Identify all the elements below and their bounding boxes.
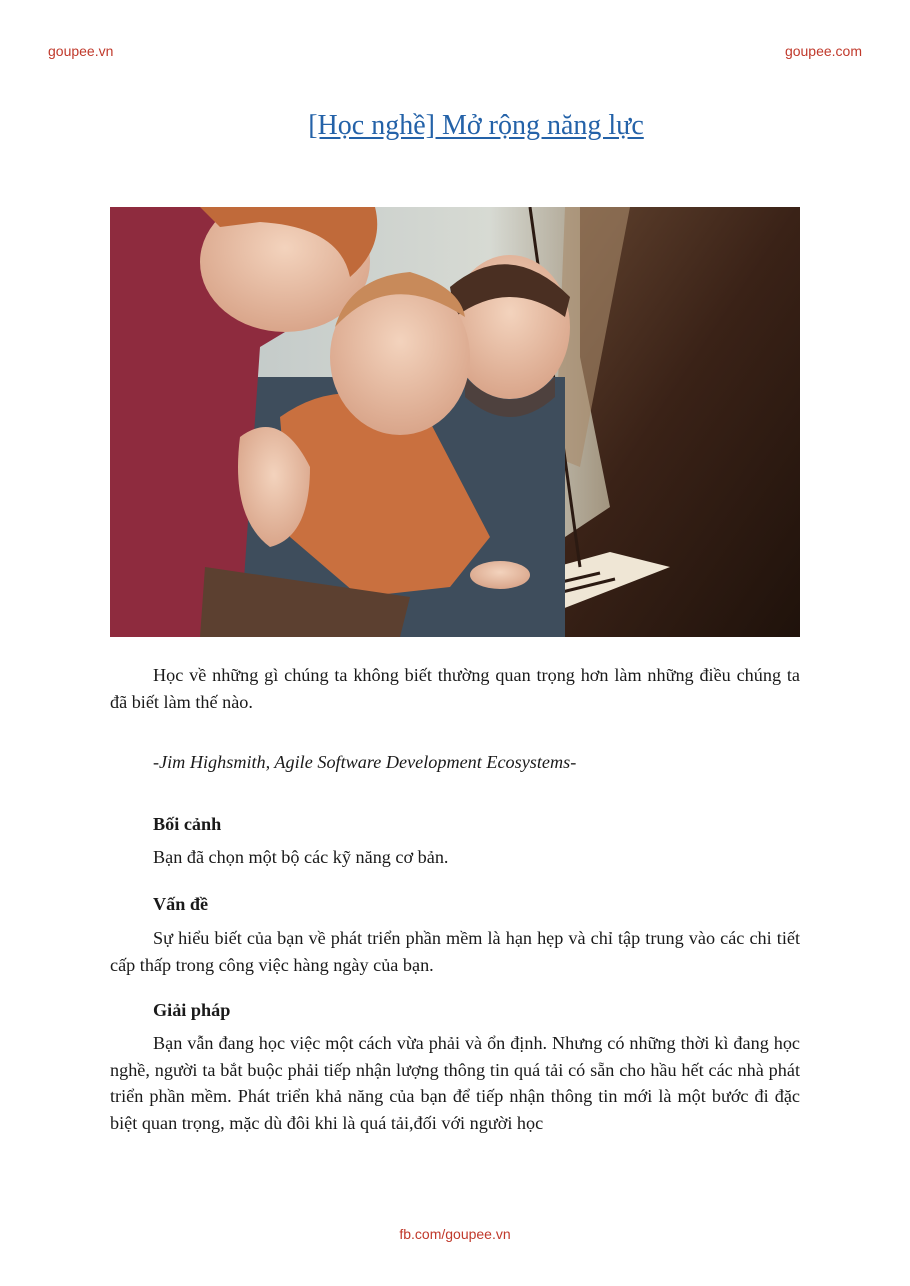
solution-paragraph (110, 1030, 800, 1136)
quote-attribution: -Jim Highsmith, Agile Software Development Ecosystems- (153, 752, 577, 772)
context-text: Bạn đã chọn một bộ các kỹ năng cơ bản. (153, 847, 449, 867)
solution-text: Bạn vẫn đang học việc một cách vừa phải và ổn định. Nhưng có những thời kì đang học nghề, người ta bắt buộc phải tiếp nhận lượng thông tin quá tải có sẵn cho hầu hết các nhà phát triển phần mềm. Phát triển khả năng của bạn để tiếp nhận thông tin mới là một bước đi đặc biệt quan trọng, mặc dù đôi khi là quá tải,đối với người học (110, 1033, 800, 1133)
page-title-link[interactable]: [Học nghề] Mở rộng năng lực (308, 110, 644, 141)
heading-problem: Vấn đề (153, 894, 209, 914)
intro-text: Học về những gì chúng ta không biết thường quan trọng hơn làm những điều chúng ta đã biết làm thế nào. (110, 665, 800, 712)
problem-paragraph (110, 925, 800, 978)
problem-text: Sự hiểu biết của bạn về phát triển phần mềm là hạn hẹp và chỉ tập trung vào các chi tiết cấp thấp trong công việc hàng ngày của bạn. (110, 928, 800, 975)
heading-context: Bối cảnh (153, 814, 222, 834)
header-site-left[interactable]: goupee.vn (48, 43, 114, 59)
heading-solution: Giải pháp (153, 1000, 231, 1020)
context-paragraph (110, 844, 800, 871)
intro-paragraph (110, 662, 800, 715)
footer-link[interactable]: fb.com/goupee.vn (399, 1226, 511, 1242)
family-piano-photo (110, 207, 800, 637)
header-site-right[interactable]: goupee.com (784, 43, 862, 59)
